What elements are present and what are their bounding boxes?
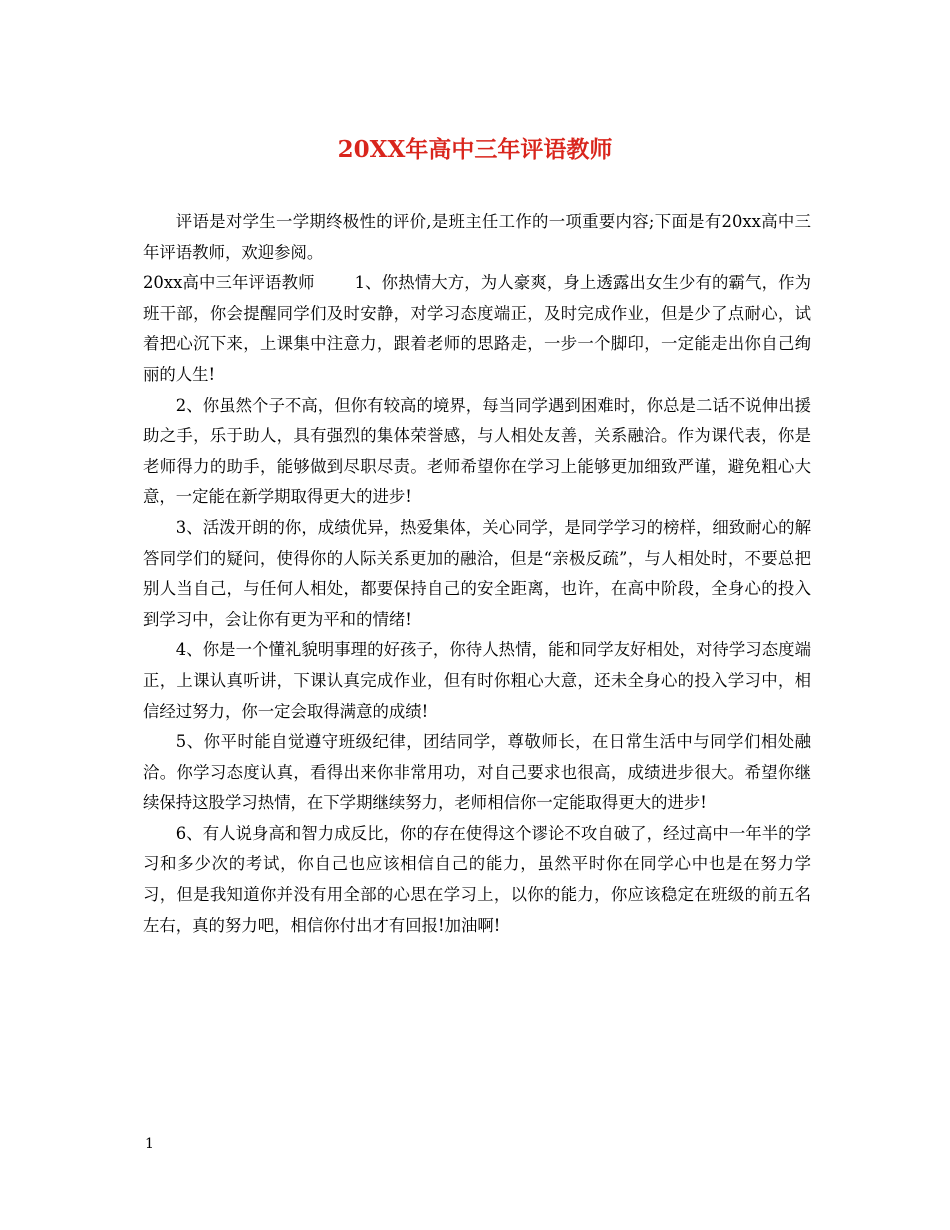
- section-heading: 20xx高中三年评语教师: [143, 273, 315, 293]
- document-title: 20XX年高中三年评语教师: [337, 136, 613, 163]
- comment-4: 4、你是一个懂礼貌明事理的好孩子，你待人热情，能和同学友好相处，对待学习态度端正，上课认真听讲，下课认真完成作业，但有时你粗心大意，还未全身心的投入学习中，相信经过努力，你一定会取得满意的成绩!: [143, 640, 811, 721]
- comment-6: 6、有人说身高和智力成反比，你的存在使得这个谬论不攻自破了，经过高中一年半的学习和多少次的考试，你自己也应该相信自己的能力，虽然平时你在同学心中也是在努力学习，但是我知道你并没有用全部的心思在学习上，以你的能力，你应该稳定在班级的前五名左右，真的努力吧，相信你付出才有回报!加油啊!: [143, 823, 811, 935]
- comment-2: 2、你虽然个子不高，但你有较高的境界，每当同学遇到困难时，你总是二话不说伸出援助之手，乐于助人，具有强烈的集体荣誉感，与人相处友善，关系融洽。作为课代表，你是老师得力的助手，能够做到尽职尽责。老师希望你在学习上能够更加细致严谨，避免粗心大意，一定能在新学期取得更大的进步!: [143, 395, 811, 507]
- comment-3: 3、活泼开朗的你，成绩优异，热爱集体，关心同学，是同学学习的榜样，细致耐心的解答同学们的疑问，使得你的人际关系更加的融洽，但是“亲极反疏”，与人相处时，不要总把别人当自己，与任何人相处，都要保持自己的安全距离，也许，在高中阶段，全身心的投入到学习中，会让你有更为平和的情绪!: [143, 517, 811, 629]
- comment-5: 5、你平时能自觉遵守班级纪律，团结同学，尊敬师长，在日常生活中与同学们相处融洽。你学习态度认真，看得出来你非常用功，对自己要求也很高，成绩进步很大。希望你继续保持这股学习热情，在下学期继续努力，老师相信你一定能取得更大的进步!: [143, 732, 811, 813]
- document-body: [143, 207, 811, 941]
- intro-paragraph: 评语是对学生一学期终极性的评价,是班主任工作的一项重要内容;下面是有20xx高中三年评语教师，欢迎参阅。: [143, 212, 811, 262]
- page-number: 1: [145, 1136, 154, 1152]
- comment-1: 1、你热情大方，为人豪爽，身上透露出女生少有的霸气，作为班干部，你会提醒同学们及时安静，对学习态度端正，及时完成作业，但是少了点耐心，试着把心沉下来，上课集中注意力，跟着老师的思路走，一步一个脚印，一定能走出你自己绚丽的人生!: [143, 273, 811, 384]
- first-comment-paragraph: [143, 268, 811, 390]
